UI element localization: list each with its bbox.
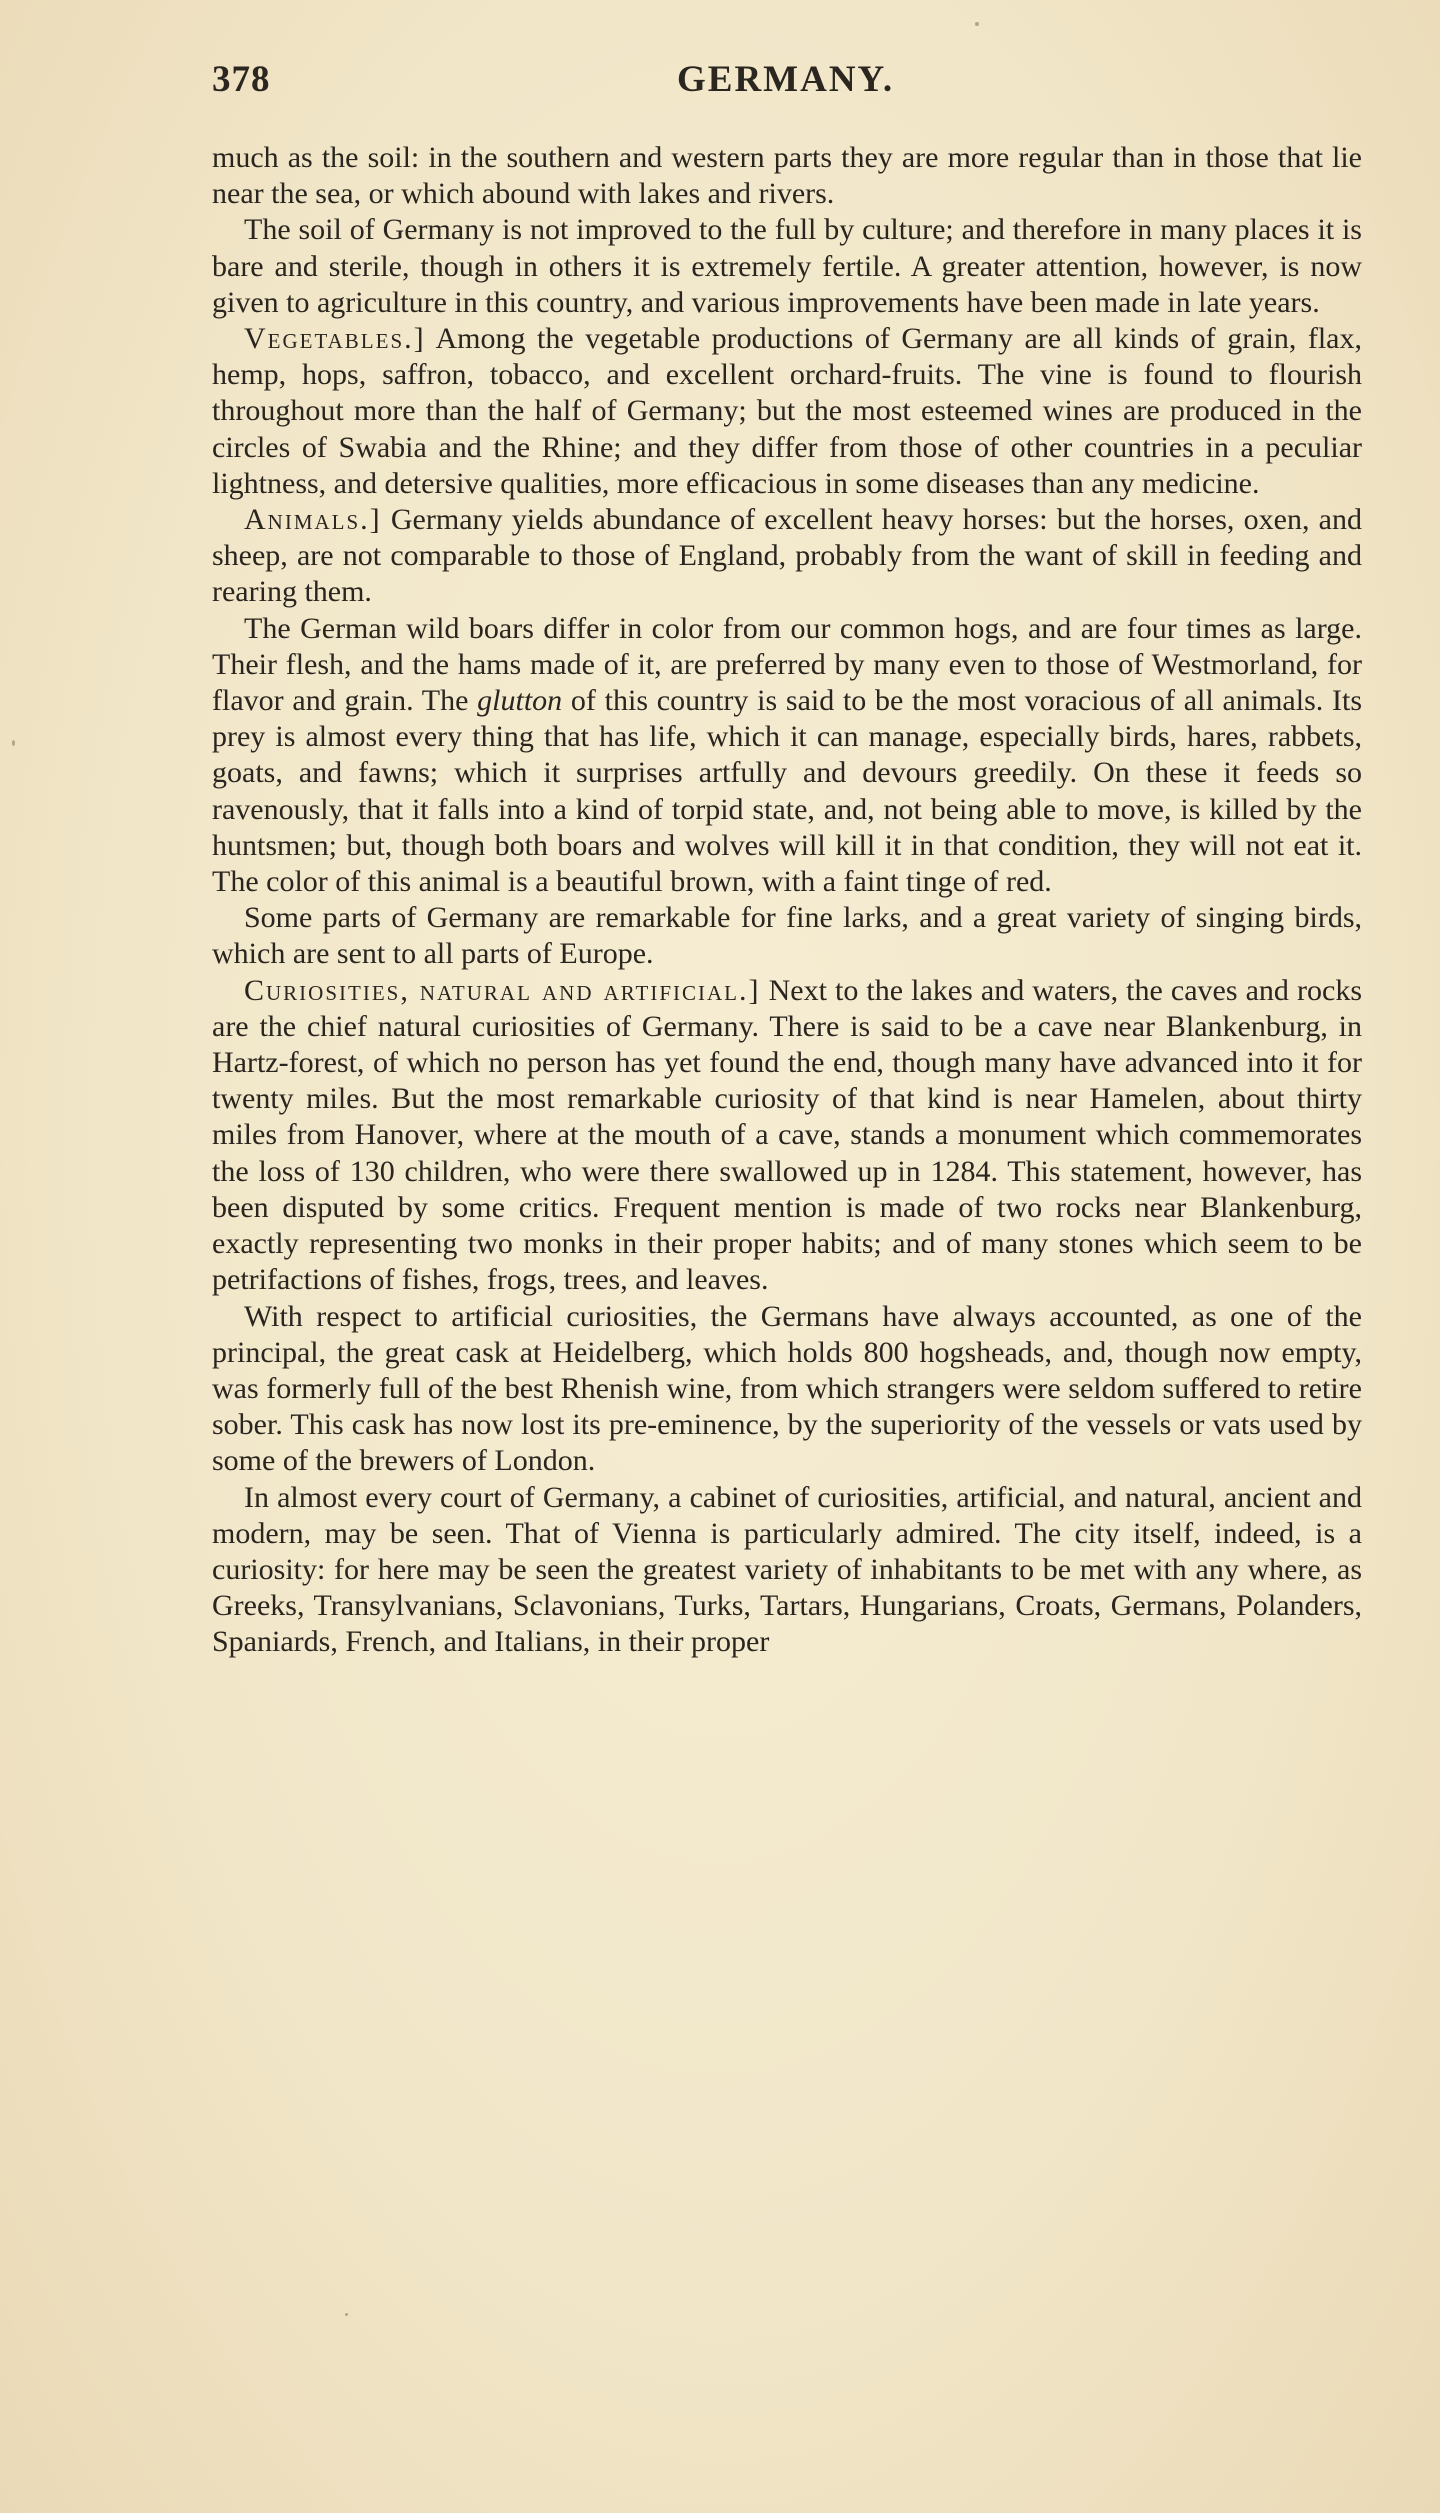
paragraph-vienna: In almost every court of Germany, a cabinet of curiosities, artificial, and natural, ancient and modern, may be seen. That of Vienna is particularly admired. The city itself, indeed, is a curiosity: for here may be seen the greatest variety of inhabitants to be met with any where, as Greeks, Transylvanians, Sclavonians, Turks, Tartars, Hungarians, Croats, Germans, Polanders, Spaniards, French, and Italians, in their proper <box>212 1480 1362 1659</box>
paper-speck <box>975 22 979 26</box>
paragraph-artificial: With respect to artificial curiosities, the Germans have always accounted, as one of the principal, the great cask at Heidelberg, which holds 800 hogsheads, and, though now empty, was formerly full of the best Rhenish wine, from which strangers were seldom suffered to retire sober. This cask has now lost its pre-eminence, by the superiority of the vessels or vats used by some of the brewers of London. <box>212 1299 1362 1478</box>
italic-glutton: glutton <box>477 684 563 718</box>
paragraph-birds: Some parts of Germany are remarkable for fine larks, and a great variety of singing birds, which are sent to all parts of Europe. <box>212 901 1362 971</box>
paragraph-soil-continuation: much as the soil: in the southern and western parts they are more regular than in those that lie near the sea, or which abound with lakes and rivers. <box>212 141 1362 211</box>
section-heading-vegetables: Vegetables.] <box>244 322 426 356</box>
page-number: 378 <box>212 59 271 100</box>
paper-speck <box>345 2313 348 2316</box>
running-head: GERMANY. <box>677 59 895 100</box>
paragraph-curiosities: Curiosities, natural and artificial.] Next to the lakes and waters, the caves and rocks are the chief natural curiosities of Germany. There is said to be a cave near Blankenburg, in Hartz-forest, of which no person has yet found the end, though many have advanced into it for twenty miles. But the most remarkable curiosity of that kind is near Hamelen, about thirty miles from Hanover, where at the mouth of a cave, stands a monument which commemorates the loss of 130 children, who were there swallowed up in 1284. This statement, however, has been disputed by some critics. Frequent mention is made of two rocks near Blankenburg, exactly representing two monks in their proper habits; and of many stones which seem to be petrifactions of fishes, frogs, trees, and leaves. <box>212 973 1362 1297</box>
paragraph-soil: The soil of Germany is not improved to the full by culture; and therefore in many places it is bare and sterile, though in others it is extremely fertile. A greater attention, however, is now given to agriculture in this country, and various improvements have been made in late years. <box>212 213 1362 319</box>
section-heading-curiosities: Curiosities, natural and artificial.] <box>244 973 761 1007</box>
section-heading-animals: Animals.] <box>244 503 382 537</box>
paragraph-boars-glutton: The German wild boars differ in color from our common hogs, and are four times as large. Their flesh, and the hams made of it, are preferred by many even to those of Westmorland, for flavor and grain. The glutton of this country is said to be the most voracious of all animals. Its prey is almost every thing that has life, which it can manage, especially birds, hares, rabbets, goats, and fawns; which it surprises artfully and devours greedily. On these it feeds so ravenously, that it falls into a kind of torpid state, and, not being able to move, is killed by the huntsmen; but, though both boars and wolves will kill it in that condition, they will not eat it. The color of this animal is a beautiful brown, with a faint tinge of red. <box>212 611 1362 899</box>
body-text <box>212 140 1362 1661</box>
paper-speck <box>12 740 15 746</box>
page-header <box>212 58 1362 108</box>
paragraph-animals: Animals.] Germany yields abundance of excellent heavy horses: but the horses, oxen, and sheep, are not comparable to those of England, probably from the want of skill in feeding and rearing them. <box>212 503 1362 609</box>
paragraph-vegetables: Vegetables.] Among the vegetable productions of Germany are all kinds of grain, flax, hemp, hops, saffron, tobacco, and excellent orchard-fruits. The vine is found to flourish throughout more than the half of Germany; but the most esteemed wines are produced in the circles of Swabia and the Rhine; and they differ from those of other countries in a peculiar lightness, and detersive qualities, more efficacious in some diseases than any medicine. <box>212 322 1362 500</box>
